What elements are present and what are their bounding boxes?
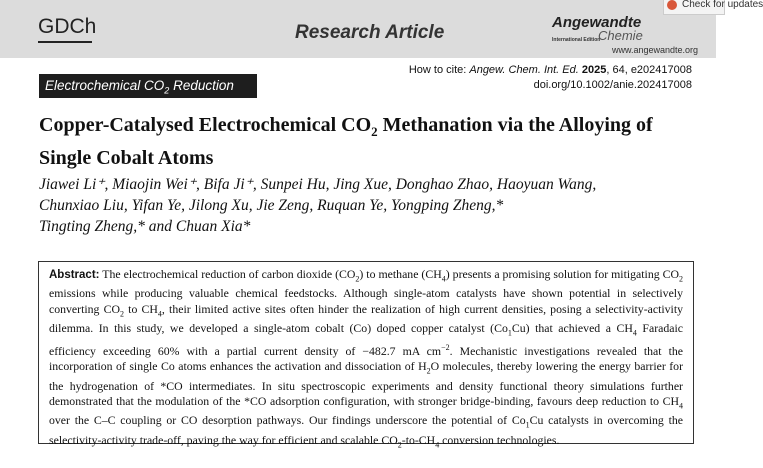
doi-link[interactable]: doi.org/10.1002/anie.202417008	[533, 79, 692, 91]
author-line: Chunxiao Liu, Yifan Ye, Jilong Xu, Jie Zeng, Ruquan Ye, Yongping Zheng,*	[39, 197, 504, 214]
chemie-logo: Chemie	[598, 28, 643, 43]
section-tag: Electrochemical $CO_2$ Reduction	[39, 74, 257, 98]
author-line: Jiawei Li⁺, Miaojin Wei⁺, Bifa Ji⁺, Sunpei Hu, Jing Xue, Donghao Zhao, Haoyuan Wang,	[39, 176, 597, 193]
abstract-box: Abstract: The electrochemical reduction of carbon dioxide $(CO_2)$ to methane $(CH_4)$ presents a promising solution for mitigating $CO_2$ emissions while producing valuable chemical feedstocks. Although single-atom catalysts have shown potential in selectively converting $CO_2$ to $CH_4$, their limited active sites often hinder the realization of high current densities, posing a selectivity-activity dilemma. In this study, we developed a single-atom cobalt (Co) doped copper catalyst $(Co_1Cu)$ that achieved a $CH_4$ Faradaic efficiency exceeding 60% with a partial current density of −482.7 mA $cm^{-2}$. Mechanistic investigations revealed that the incorporation of single Co atoms enhances the activation and dissociation of $H_2O$ molecules, thereby lowering the energy barrier for the hydrogenation of *CO intermediates. In situ spectroscopic experiments and density functional theory simulations further demonstrated that the modulation of the *CO adsorption configuration, with stronger bridge-binding, favours deep reduction to $CH_4$ over the C–C coupling or CO desorption pathways. Our findings underscore the potential of $Co_1Cu$ catalysts in overcoming the selectivity-activity trade-off, paving the way for efficient and scalable $CO_2-to-CH_4$ conversion technologies.	[38, 261, 694, 444]
gdch-logo: GDCh	[38, 15, 96, 39]
author-list	[39, 174, 699, 237]
journal-header	[0, 0, 716, 58]
citation-info	[409, 63, 692, 93]
how-to-cite: How to cite: Angew. Chem. Int. Ed. 2025, 64, e202417008	[408, 64, 692, 76]
article-type: Research Article	[295, 22, 445, 43]
angewandte-logo: Angewandte	[552, 14, 642, 31]
journal-url[interactable]: www.angewandte.org	[612, 45, 699, 55]
check-updates-icon	[667, 0, 677, 10]
angewandte-edition: International Edition	[552, 37, 601, 43]
article-title: Copper-Catalysed Electrochemical $CO_2$ Methanation via the Alloying of Single Cobalt Atoms	[39, 114, 653, 169]
gdch-logo-underline	[38, 41, 92, 43]
abstract-label: Abstract:	[49, 269, 100, 281]
author-line: Tingting Zheng,* and Chuan Xia*	[39, 218, 251, 235]
check-for-updates-button[interactable]: Check for updates	[663, 0, 725, 15]
